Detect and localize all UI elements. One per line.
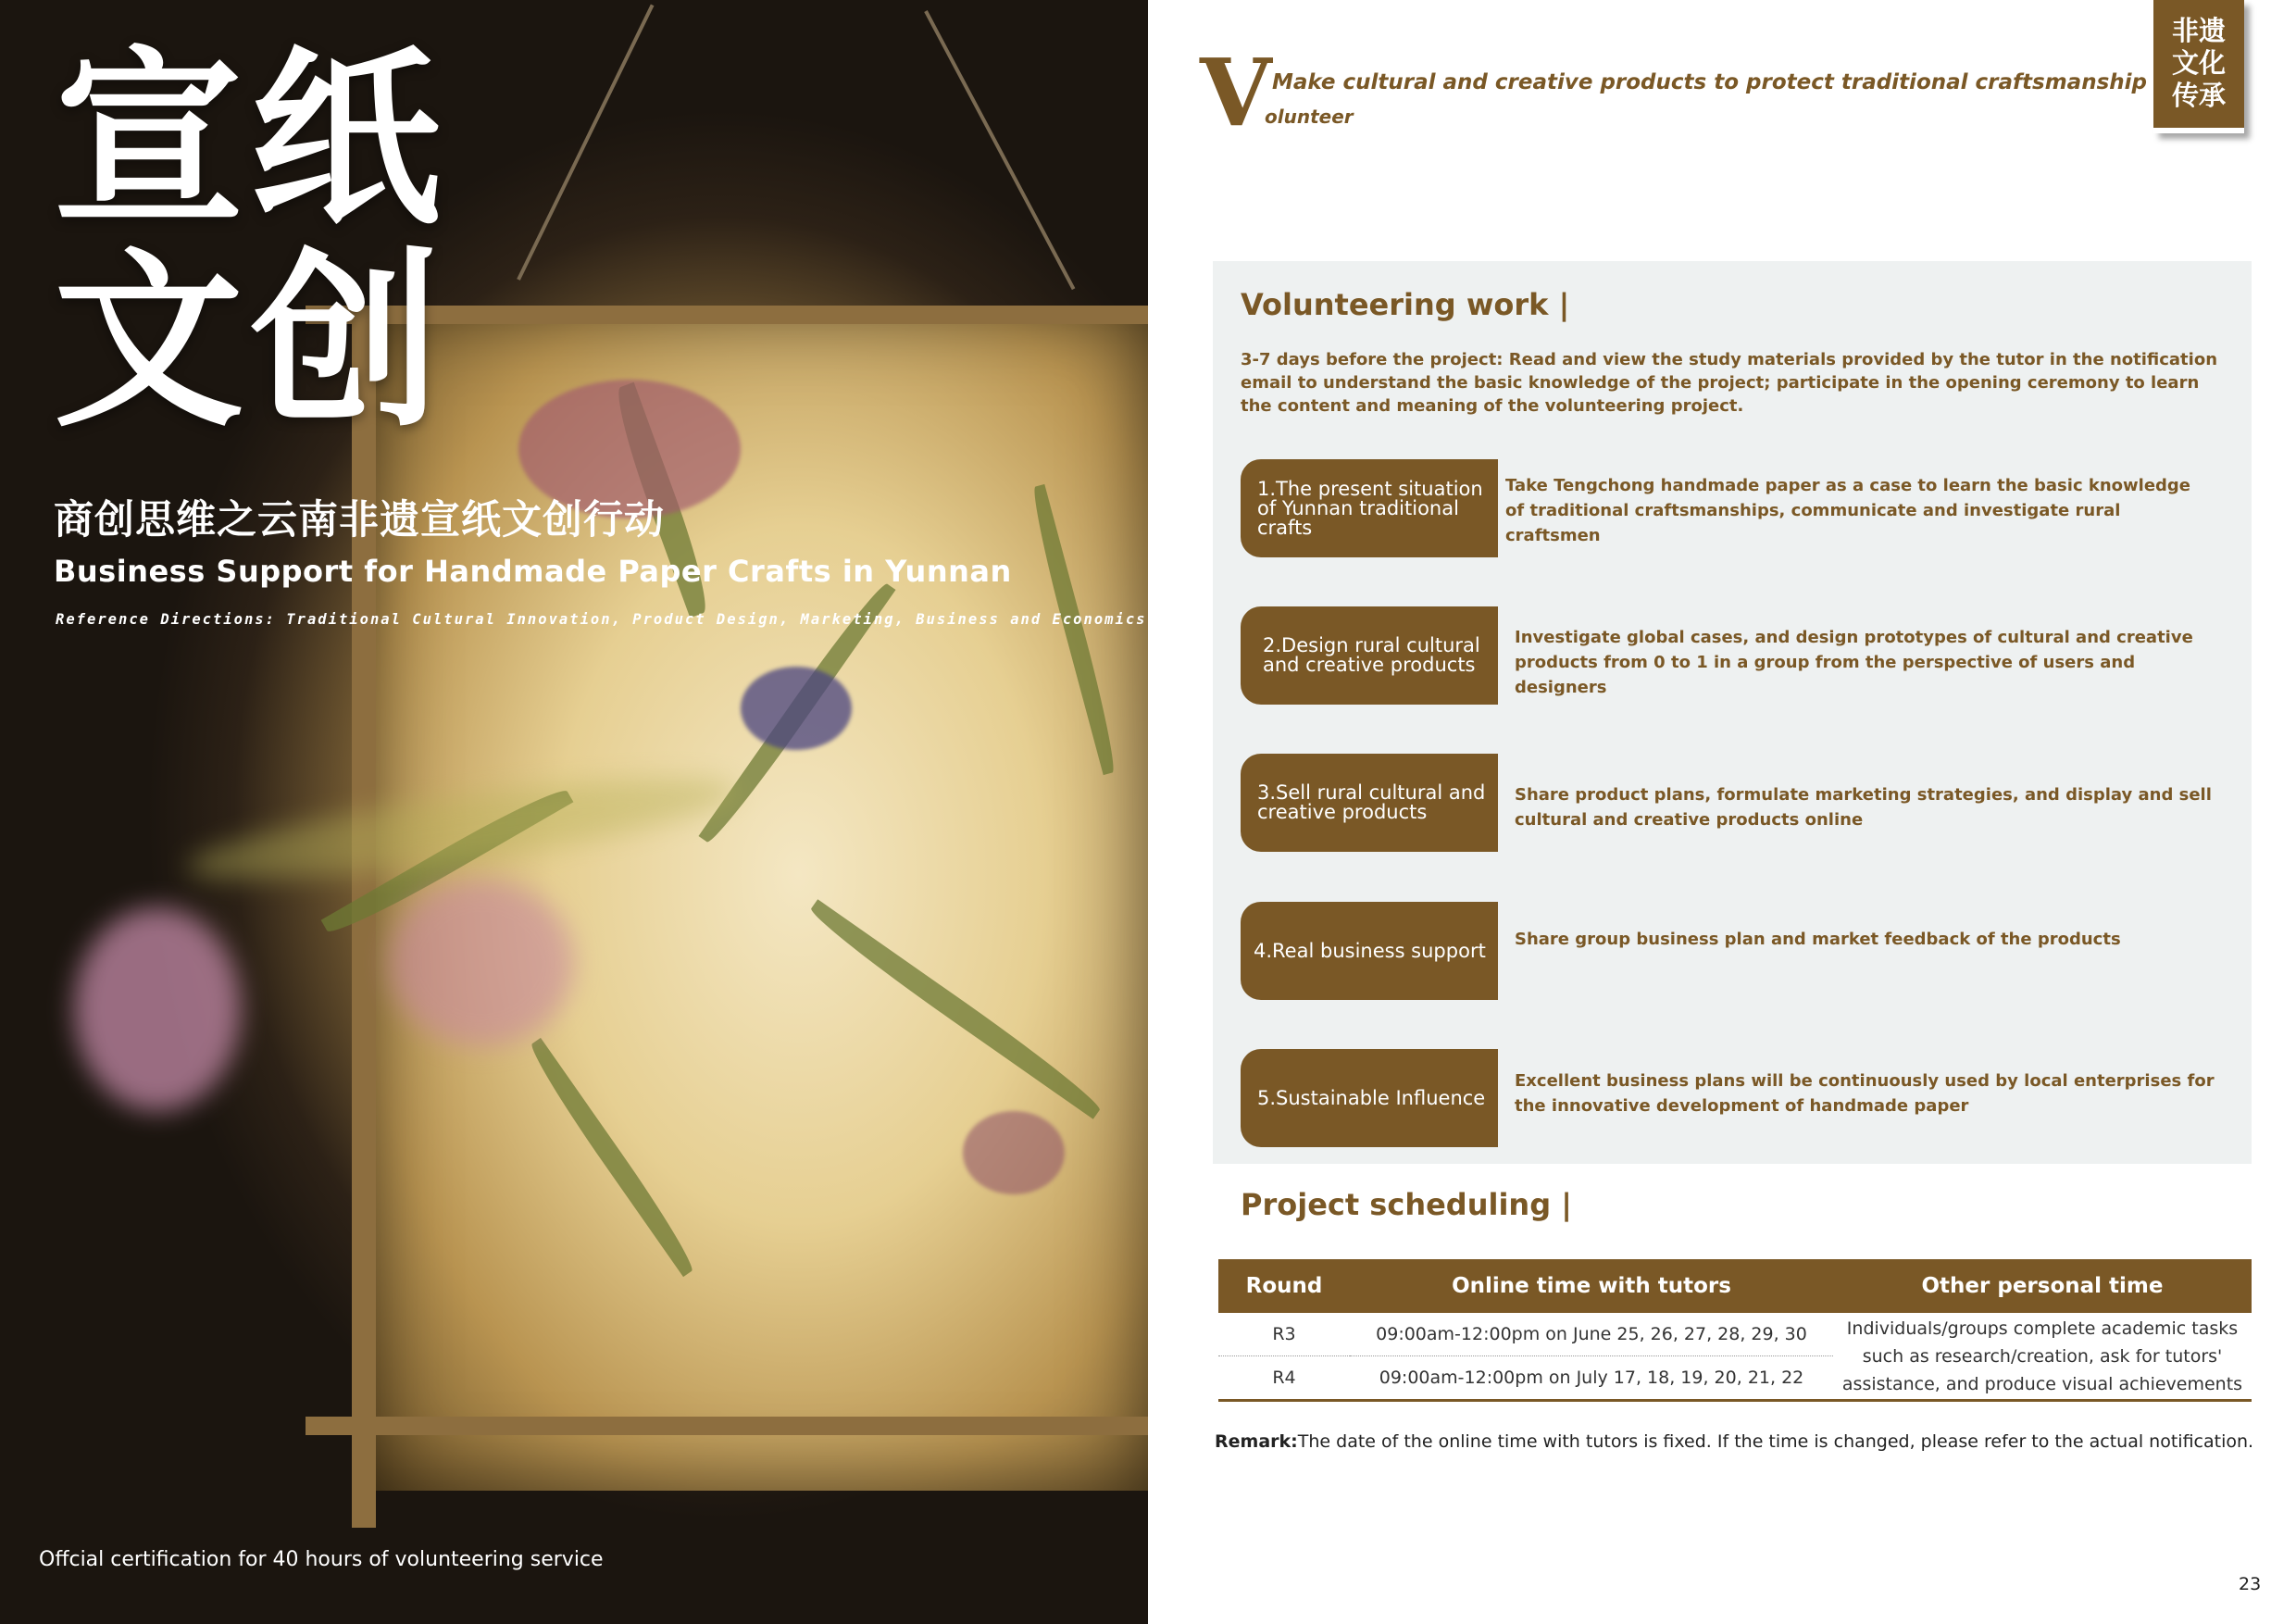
volunteering-title: Volunteering work | bbox=[1241, 287, 1570, 322]
column-header: Other personal time bbox=[1833, 1259, 2252, 1313]
online-time-cell: 09:00am-12:00pm on June 25, 26, 27, 28, 29, 30 bbox=[1350, 1313, 1833, 1356]
cover-subtitle-cn: 商创思维之云南非遗宣纸文创行动 bbox=[54, 497, 665, 543]
badge-line: 文化 bbox=[2171, 47, 2226, 79]
heritage-badge bbox=[2153, 0, 2244, 133]
badge-line: 传承 bbox=[2171, 80, 2226, 111]
step-description: Excellent business plans will be continuously used by local enterprises for the innovative development of handmade paper bbox=[1515, 1071, 2215, 1116]
blurred-flower bbox=[389, 880, 574, 1046]
step-description: Share group business plan and market feedback of the products bbox=[1515, 930, 2121, 949]
remark-label: Remark: bbox=[1215, 1431, 1298, 1452]
lantern-frame bbox=[306, 1417, 1148, 1435]
step-label: 5.Sustainable Influence bbox=[1241, 1049, 1498, 1147]
step-description: Take Tengchong handmade paper as a case to learn the basic knowledge of traditional craftsmanships, communicate and investigate rural craftsmen bbox=[1505, 476, 2191, 545]
pressed-flower bbox=[741, 667, 852, 750]
other-time-cell: Individuals/groups complete academic tasks such as research/creation, ask for tutors' assistance, and produce visual achievements bbox=[1833, 1313, 2252, 1401]
round-cell: R4 bbox=[1218, 1356, 1350, 1401]
reference-directions: Reference Directions: Traditional Cultural Innovation, Product Design, Marketing, Business and Economics bbox=[56, 611, 1147, 628]
step-label: 2.Design rural cultural and creative products bbox=[1241, 606, 1498, 705]
cover-title-line1: 宣纸 bbox=[54, 31, 448, 251]
table-row bbox=[1218, 1313, 2252, 1356]
section-letter: V bbox=[1200, 38, 1272, 147]
online-time-cell: 09:00am-12:00pm on July 17, 18, 19, 20, 21, 22 bbox=[1350, 1356, 1833, 1401]
step-label: 4.Real business support bbox=[1241, 902, 1498, 1000]
step-label: 1.The present situation of Yunnan traditional crafts bbox=[1241, 459, 1498, 557]
table-header-row bbox=[1218, 1259, 2252, 1313]
section-headline-volunteer: olunteer bbox=[1265, 106, 1354, 128]
schedule-table bbox=[1218, 1259, 2252, 1402]
step-description: Share product plans, formulate marketing strategies, and display and sell cultural and creative products online bbox=[1515, 785, 2212, 830]
step-description: Investigate global cases, and design prototypes of cultural and creative products from 0 to 1 in a group from the perspective of users and designers bbox=[1515, 628, 2193, 697]
hanging-string bbox=[517, 5, 654, 281]
volunteering-intro: 3-7 days before the project: Read and view the study materials provided by the tutor in the notification email to understand the basic knowledge of the project; participate in the opening ceremony to learn the content and meaning of the volunteering project. bbox=[1241, 350, 2218, 416]
hanging-string bbox=[924, 10, 1075, 290]
section-headline: Make cultural and creative products to protect traditional craftsmanship bbox=[1272, 70, 2147, 94]
certification-note: Offcial certification for 40 hours of volunteering service bbox=[39, 1548, 604, 1571]
cover-title-line2: 文创 bbox=[54, 232, 448, 453]
page-number: 23 bbox=[2239, 1574, 2262, 1594]
remark-text: The date of the online time with tutors is fixed. If the time is changed, please refer to the actual notification. bbox=[1297, 1431, 2254, 1452]
column-header: Online time with tutors bbox=[1350, 1259, 1833, 1313]
blurred-flower bbox=[74, 907, 241, 1111]
pressed-flower bbox=[963, 1111, 1065, 1194]
scheduling-title: Project scheduling | bbox=[1241, 1187, 1572, 1222]
cover-subtitle-en: Business Support for Handmade Paper Crafts in Yunnan bbox=[54, 554, 1012, 589]
round-cell: R3 bbox=[1218, 1313, 1350, 1356]
column-header: Round bbox=[1218, 1259, 1350, 1313]
schedule-remark bbox=[1215, 1431, 2253, 1452]
badge-line: 非遗 bbox=[2171, 15, 2226, 46]
step-label: 3.Sell rural cultural and creative products bbox=[1241, 754, 1498, 852]
